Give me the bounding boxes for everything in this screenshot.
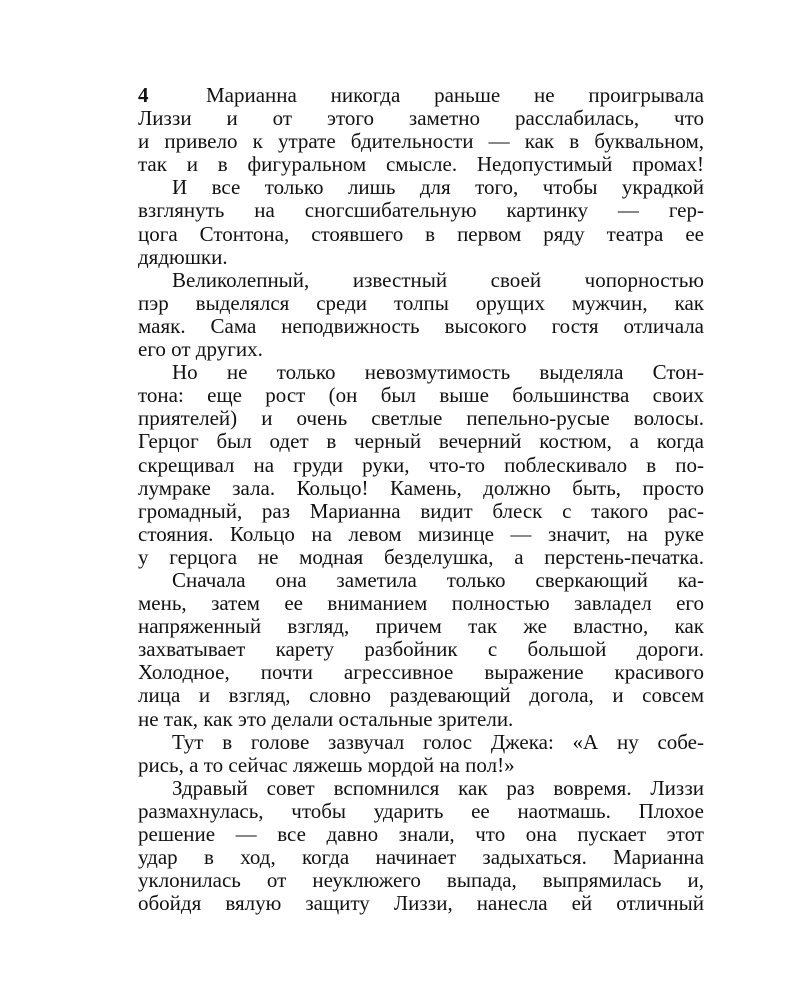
text-line: Тут в голове зазвучал голос Джека: «А ну собе- <box>172 729 704 754</box>
text-line: удар в ход, когда начинает задыхаться. Марианна <box>138 845 704 870</box>
paragraph-2 <box>138 176 704 268</box>
text-line: лица и взгляд, словно раздевающий догола, и совсем <box>138 683 704 708</box>
text-line: лумраке зала. Кольцо! Камень, должно быть, просто <box>138 475 704 500</box>
text-line: маяк. Сама неподвижность высокого гостя отличала <box>138 313 704 338</box>
text-line: обойдя вялую защиту Лиззи, нанесла ей отличный <box>138 891 704 916</box>
text-line: И все только лишь для того, чтобы украдкой <box>172 175 704 200</box>
book-page-text <box>138 84 704 915</box>
text-line: Марианна никогда раньше не проигрывала <box>206 83 704 107</box>
paragraph-1 <box>138 84 704 176</box>
text-line: и привело к утрате бдительности — как в буквальном, <box>138 129 704 154</box>
text-line: Но не только невозмутимость выделяла Стон- <box>172 360 704 385</box>
text-line: Лиззи и от этого заметно расслабилась, что <box>138 106 704 131</box>
paragraph-6 <box>138 731 704 777</box>
text-line: рись, а то сейчас ляжешь мордой на пол!» <box>138 752 515 777</box>
text-line: цога Стонтона, стоявшего в первом ряду театра ее <box>138 221 704 246</box>
text-line: пэр выделялся среди толпы орущих мужчин, как <box>138 290 704 315</box>
text-line: взглянуть на сногсшибательную картинку — гер- <box>138 198 704 223</box>
text-line: приятелей) и очень светлые пепельно-русые волосы. <box>138 406 704 431</box>
text-line: скрещивал на груди руки, что-то поблескивало в по- <box>138 452 704 477</box>
text-line: Холодное, почти агрессивное выражение красивого <box>138 660 704 685</box>
text-line: решение — все давно знали, что она пускает этот <box>138 822 704 846</box>
text-line: уклонилась от неуклюжего выпада, выпрямилась и, <box>138 868 704 893</box>
text-line: так и в фигуральном смысле. Недопустимый промах! <box>138 152 704 177</box>
text-line: размахнулась, чтобы ударить ее наотмашь. Плохое <box>138 798 704 823</box>
text-line: громадный, раз Марианна видит блеск с такого рас- <box>138 498 704 523</box>
text-line: не так, как это делали остальные зрители. <box>138 706 514 731</box>
text-line: Здравый совет вспомнился как раз вовремя. Лиззи <box>172 775 704 800</box>
text-line: Герцог был одет в черный вечерний костюм, а когда <box>138 429 704 454</box>
page-number: 4 <box>138 83 149 107</box>
paragraph-3 <box>138 269 704 361</box>
text-line: напряженный взгляд, причем так же властно, как <box>138 614 704 639</box>
paragraph-5 <box>138 569 704 731</box>
text-line: мень, затем ее вниманием полностью завладел его <box>138 591 704 616</box>
text-line: стояния. Кольцо на левом мизинце — значит, на руке <box>138 521 704 546</box>
paragraph-4 <box>138 361 704 569</box>
text-line: его от других. <box>138 337 263 362</box>
text-line: Великолепный, известный своей чопорностью <box>172 267 704 292</box>
text-line: у герцога не модная безделушка, а перстень-печатка. <box>138 544 704 569</box>
text-line: захватывает карету разбойник с большой дороги. <box>138 637 704 662</box>
text-line: Сначала она заметила только сверкающий ка- <box>172 567 704 592</box>
text-line: тона: еще рост (он был выше большинства своих <box>138 383 704 408</box>
text-line: дядюшки. <box>138 244 228 269</box>
paragraph-7 <box>138 777 704 916</box>
